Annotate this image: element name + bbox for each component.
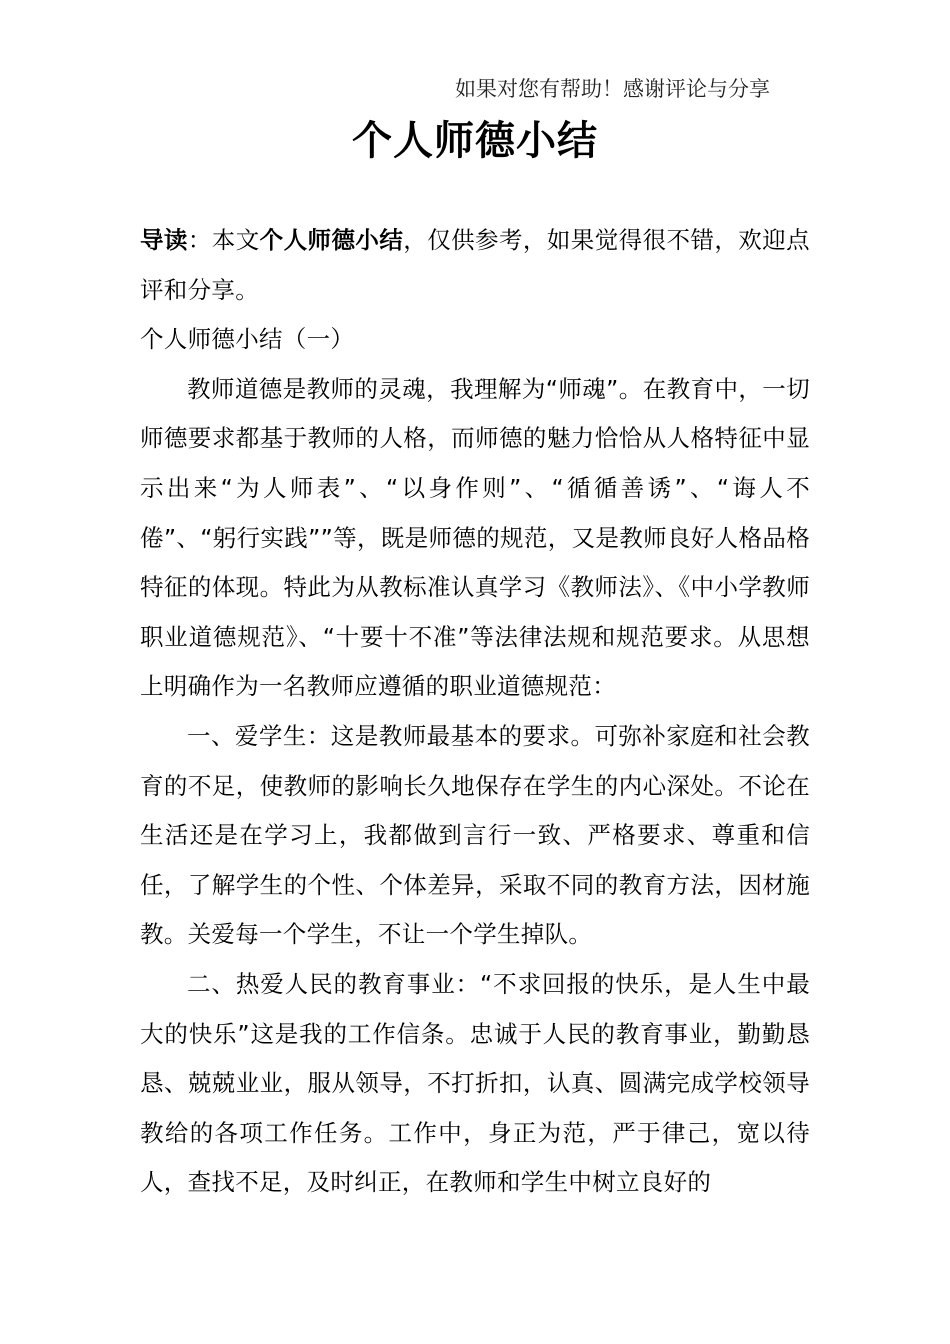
body-paragraph: 二、热爱人民的教育事业：“不求回报的快乐，是人生中最大的快乐”这是我的工作信条。忠诚于人民的教育事业，勤勤恳恳、兢兢业业，服从领导，不打折扣，认真、圆满完成学校领导教给的各项工作任务。工作中，身正为范，严于律己，宽以待人，查找不足，及时纠正，在教师和学生中树立良好的 xyxy=(140,969,810,1197)
lead-paragraph xyxy=(140,216,810,315)
body-paragraph: 教师道德是教师的灵魂，我理解为“师魂”。在教育中，一切师德要求都基于教师的人格，而师德的魅力恰恰从人格特征中显示出来“为人师表”、“以身作则”、“循循善诱”、“诲人不倦”、“躬行实践””等，既是师德的规范，又是教师良好人格品格特征的体现。特此为从教标准认真学习《教师法》、《中小学教师职业道德规范》、“十要十不准”等法律法规和规范要求。从思想上明确作为一名教师应遵循的职业道德规范： xyxy=(140,374,810,701)
page-title: 个人师德小结 xyxy=(352,118,598,164)
header-note: 如果对您有帮助！感谢评论与分享 xyxy=(455,77,770,101)
document-body xyxy=(140,216,810,1208)
lead-rest: ，仅供参考，如果觉得很不错，欢迎点评和分享。 xyxy=(140,226,810,304)
lead-bold-title: 个人师德小结 xyxy=(259,226,404,254)
section-heading: 个人师德小结（一） xyxy=(140,325,355,354)
lead-label: 导读 xyxy=(140,226,188,254)
body-paragraph: 一、爱学生：这是教师最基本的要求。可弥补家庭和社会教育的不足，使教师的影响长久地保存在学生的内心深处。不论在生活还是在学习上，我都做到言行一致、严格要求、尊重和信任，了解学生的个性、个体差异，采取不同的教育方法，因材施教。关爱每一个学生，不让一个学生掉队。 xyxy=(140,721,810,949)
lead-colon: ：本文 xyxy=(187,226,260,254)
